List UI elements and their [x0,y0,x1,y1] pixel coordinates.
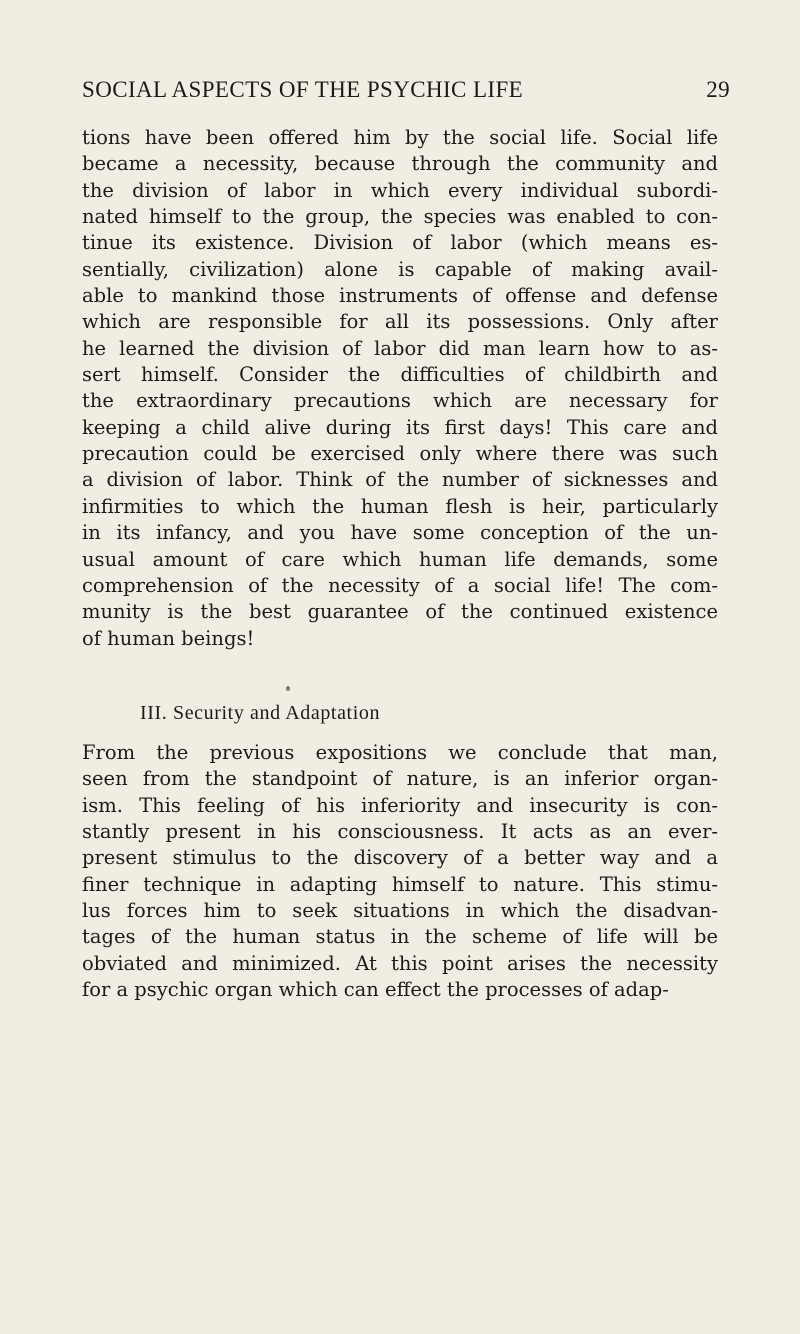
text-line: tages of the human status in the scheme of life will be [82,925,718,949]
text-line: which are responsible for all its possessions. Only after [82,310,718,334]
text-line: the extraordinary precautions which are necessary for [82,389,718,413]
text-line: in its infancy, and you have some conception of the un- [82,521,718,545]
text-line: able to mankind those instruments of offense and defense [82,284,718,308]
text-line: became a necessity, because through the community and [82,152,718,176]
text-line: for a psychic organ which can effect the processes of adap- [82,978,669,1002]
text-line: From the previous expositions we conclude that man, [82,741,718,764]
paragraph-1 [82,125,718,652]
text-line: tions have been offered him by the social life. Social life [82,126,718,149]
text-line: usual amount of care which human life demands, some [82,547,718,571]
text-line: sert himself. Consider the difficulties of childbirth and [82,363,718,387]
text-line: of human beings! [82,626,255,650]
running-title: SOCIAL ASPECTS OF THE PSYCHIC LIFE [82,77,524,102]
text-line: munity is the best guarantee of the continued existence [82,600,718,624]
text-line: stantly present in his consciousness. It acts as an ever- [82,820,718,844]
text-line: the division of labor in which every individual subordi- [82,178,718,202]
text-line: precaution could be exercised only where there was such [82,442,718,466]
text-line: obviated and minimized. At this point arises the necessity [82,951,718,975]
text-line: sentially, civilization) alone is capable of making avail- [82,257,718,281]
text-line: tinue its existence. Division of labor (which means es- [82,231,718,255]
text-line: he learned the division of labor did man learn how to as- [82,336,718,360]
section-heading: III. Security and Adaptation [140,702,381,724]
text-line: a division of labor. Think of the number of sicknesses and [82,468,718,492]
text-line: keeping a child alive during its first days! This care and [82,415,718,439]
text-line: seen from the standpoint of nature, is an inferior organ- [82,767,718,791]
text-line: nated himself to the group, the species was enabled to con- [82,205,718,229]
paragraph-2 [82,740,718,1003]
running-head [82,77,730,107]
page-number: 29 [706,77,730,102]
text-line: comprehension of the necessity of a social life! The com- [82,573,718,597]
text-line: lus forces him to seek situations in which the disadvan- [82,899,718,923]
text-line: present stimulus to the discovery of a better way and a [82,846,718,870]
text-line: ism. This feeling of his inferiority and insecurity is con- [82,793,718,817]
ink-speck [286,686,290,691]
text-line: finer technique in adapting himself to nature. This stimu- [82,872,718,896]
text-line: infirmities to which the human flesh is heir, particularly [82,494,718,518]
